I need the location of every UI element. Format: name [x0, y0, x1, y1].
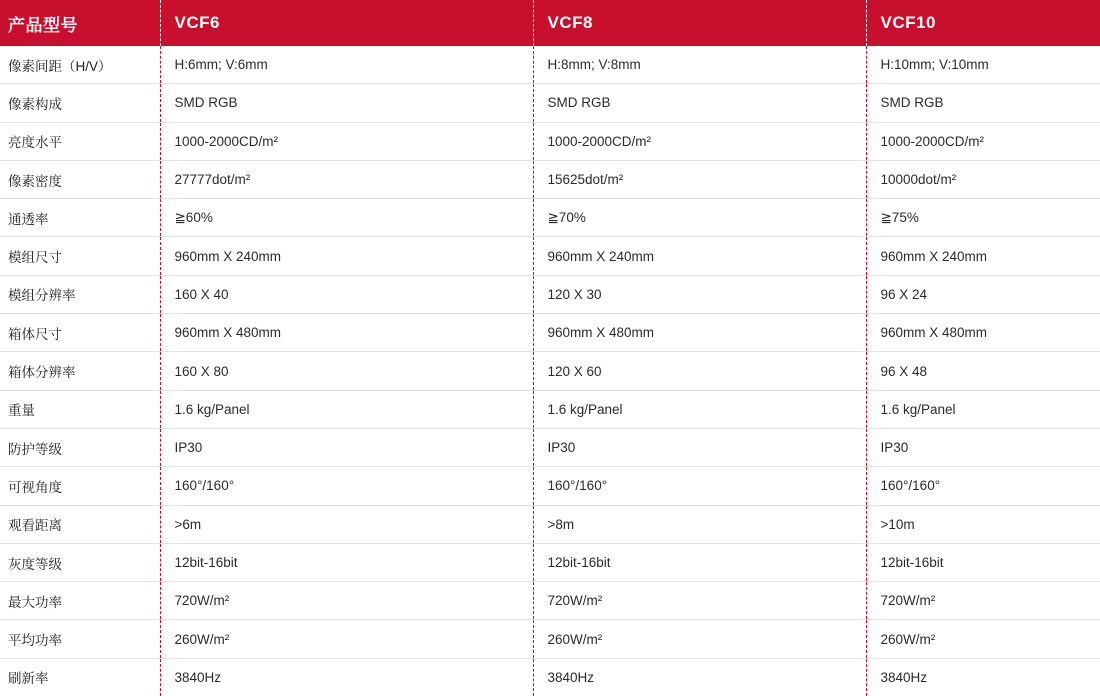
row-value-cell: 1.6 kg/Panel	[866, 390, 1100, 428]
row-value-cell: 1.6 kg/Panel	[160, 390, 533, 428]
row-label: 模组分辨率	[0, 275, 160, 313]
row-value-cell: 260W/m²	[160, 620, 533, 658]
row-value-cell: 12bit-16bit	[160, 543, 533, 581]
row-label: 像素构成	[0, 84, 160, 122]
row-value-cell: SMD RGB	[533, 84, 866, 122]
row-label: 最大功率	[0, 582, 160, 620]
header-cell-vcf10: VCF10	[866, 0, 1100, 46]
row-value-cell: 3840Hz	[866, 658, 1100, 696]
table-header	[0, 0, 1100, 46]
row-value-cell: H:6mm; V:6mm	[160, 46, 533, 84]
row-value-cell: 960mm X 480mm	[866, 314, 1100, 352]
table-row	[0, 46, 1100, 84]
row-label: 观看距离	[0, 505, 160, 543]
row-value-cell: 960mm X 240mm	[866, 237, 1100, 275]
table-row	[0, 582, 1100, 620]
row-value-cell: IP30	[866, 428, 1100, 466]
row-label: 重量	[0, 390, 160, 428]
row-value-cell: 96 X 24	[866, 275, 1100, 313]
table-row	[0, 199, 1100, 237]
row-value-cell: 720W/m²	[866, 582, 1100, 620]
table-row	[0, 428, 1100, 466]
row-value-cell: H:8mm; V:8mm	[533, 46, 866, 84]
table-row	[0, 275, 1100, 313]
row-value-cell: H:10mm; V:10mm	[866, 46, 1100, 84]
row-value-cell: 160°/160°	[866, 467, 1100, 505]
header-cell-vcf6: VCF6	[160, 0, 533, 46]
row-value-cell: 12bit-16bit	[533, 543, 866, 581]
row-value-cell: 160°/160°	[160, 467, 533, 505]
table-row	[0, 237, 1100, 275]
row-value-cell: ≧70%	[533, 199, 866, 237]
row-value-cell: SMD RGB	[866, 84, 1100, 122]
row-value-cell: 1.6 kg/Panel	[533, 390, 866, 428]
table-row	[0, 84, 1100, 122]
row-value-cell: 960mm X 240mm	[533, 237, 866, 275]
row-value-cell: 3840Hz	[174, 669, 222, 685]
row-value-cell: 960mm X 480mm	[533, 314, 866, 352]
row-value-cell: 15625dot/m²	[533, 160, 866, 198]
header-cell-vcf8: VCF8	[533, 0, 866, 46]
row-value-cell: 720W/m²	[160, 582, 533, 620]
row-label: 亮度水平	[0, 122, 160, 160]
row-value-cell: 120 X 30	[533, 275, 866, 313]
row-label: 防护等级	[0, 428, 160, 466]
row-value-cell: >10m	[866, 505, 1100, 543]
row-value-cell: 960mm X 480mm	[160, 314, 533, 352]
row-value-cell: 1000-2000CD/m²	[160, 122, 533, 160]
row-value-cell: 27777dot/m²	[160, 160, 533, 198]
row-label: 箱体尺寸	[0, 314, 160, 352]
table-body	[0, 46, 1100, 696]
table-row	[0, 505, 1100, 543]
row-label: 刷新率	[0, 658, 160, 696]
table-row	[0, 543, 1100, 581]
row-value-cell: 1000-2000CD/m²	[866, 122, 1100, 160]
row-value-cell: 120 X 60	[533, 352, 866, 390]
row-value-cell: 260W/m²	[866, 620, 1100, 658]
row-value-cell: 10000dot/m²	[866, 160, 1100, 198]
row-value-cell: >6m	[160, 505, 533, 543]
row-value-cell: IP30	[160, 428, 533, 466]
row-label: 像素间距（H/V）	[0, 46, 160, 84]
row-label: 灰度等级	[0, 543, 160, 581]
header-cell-model: 产品型号	[0, 0, 160, 46]
row-value-cell: 160°/160°	[533, 467, 866, 505]
row-value-cell: 720W/m²	[533, 582, 866, 620]
row-value-cell: 12bit-16bit	[866, 543, 1100, 581]
row-label: 模组尺寸	[0, 237, 160, 275]
row-value-cell: 260W/m²	[533, 620, 866, 658]
row-label: 箱体分辨率	[0, 352, 160, 390]
table-row	[0, 160, 1100, 198]
row-value-cell: ≧75%	[866, 199, 1100, 237]
row-label: 通透率	[0, 199, 160, 237]
row-value-cell: 3840Hz	[533, 658, 866, 696]
table-row	[0, 390, 1100, 428]
row-value-cell: >8m	[533, 505, 866, 543]
row-value-cell: 1000-2000CD/m²	[533, 122, 866, 160]
table-row	[0, 314, 1100, 352]
table-row	[0, 467, 1100, 505]
row-value-cell: SMD RGB	[160, 84, 533, 122]
row-value-cell: 96 X 48	[866, 352, 1100, 390]
table-row	[0, 658, 1100, 696]
row-label: 平均功率	[0, 620, 160, 658]
row-value-cell: ≧60%	[160, 199, 533, 237]
table-header-row	[0, 0, 1100, 46]
row-value-cell: IP30	[533, 428, 866, 466]
row-label: 像素密度	[0, 160, 160, 198]
table-row	[0, 122, 1100, 160]
row-value-cell: 160 X 40	[160, 275, 533, 313]
row-value-cell: 960mm X 240mm	[160, 237, 533, 275]
table-row	[0, 352, 1100, 390]
row-label: 可视角度	[0, 467, 160, 505]
row-value-cell: 160 X 80	[160, 352, 533, 390]
table-row	[0, 620, 1100, 658]
